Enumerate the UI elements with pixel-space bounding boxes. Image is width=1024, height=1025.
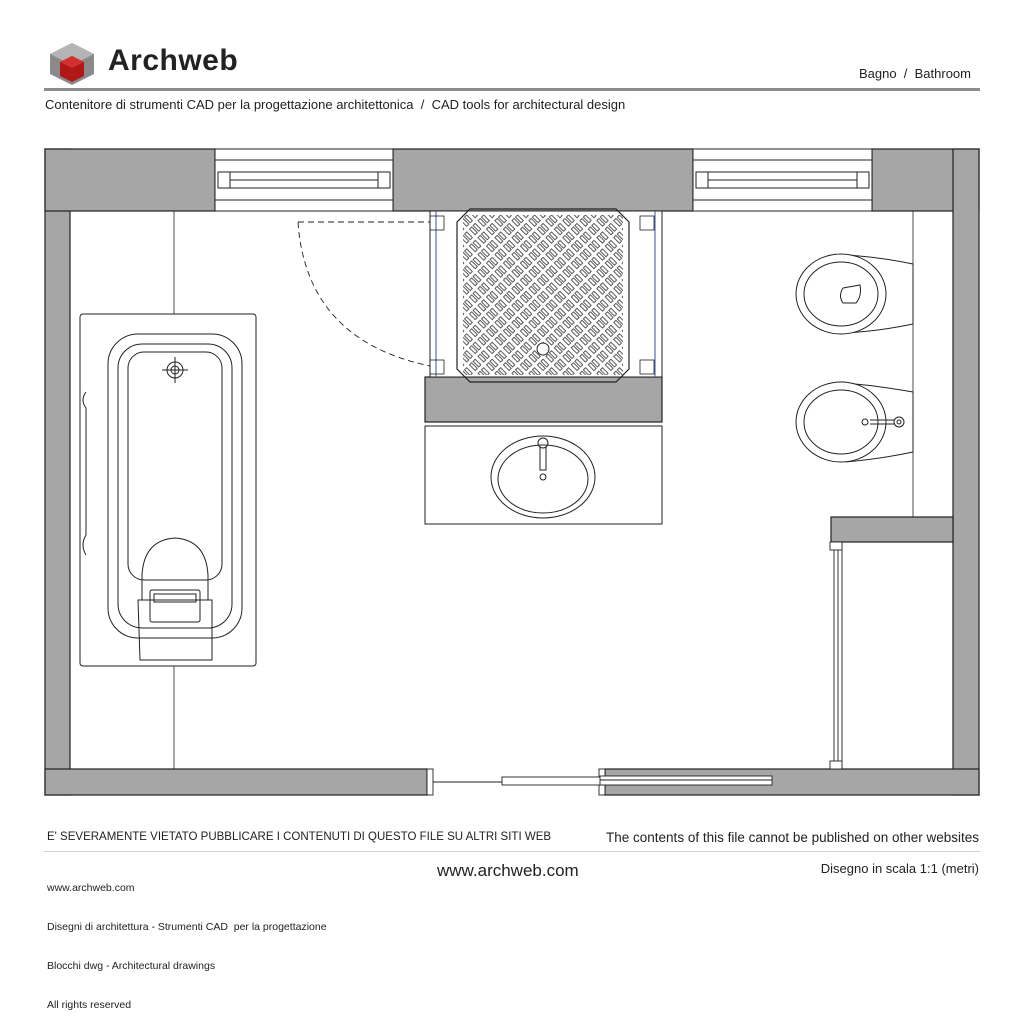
copyright-warning-italian: E' SEVERAMENTE VIETATO PUBBLICARE I CONTENUTI DI QUESTO FILE SU ALTRI SITI WEB bbox=[47, 831, 552, 843]
footer-line: Disegni di architettura - Strumenti CAD per la progettazione bbox=[47, 921, 327, 933]
brand-name: Archweb bbox=[108, 44, 239, 77]
door-swing-icon bbox=[298, 222, 430, 366]
wall-top-middle bbox=[393, 149, 693, 211]
wall-partition bbox=[831, 517, 953, 542]
glass-partition bbox=[830, 542, 842, 769]
footer-line: All rights reserved bbox=[47, 999, 132, 1011]
bathtub-icon bbox=[80, 314, 256, 666]
drawing-category: Bagno / Bathroom bbox=[858, 66, 971, 81]
wall-right bbox=[953, 149, 979, 795]
website-link[interactable]: www.archweb.com bbox=[437, 861, 579, 880]
wall-shower-base bbox=[425, 377, 662, 422]
tagline: Contenitore di strumenti CAD per la progettazione architettonica / CAD tools for architectural design bbox=[45, 97, 626, 112]
shower-tray-icon bbox=[430, 209, 662, 382]
wall-left bbox=[45, 149, 70, 795]
window-left bbox=[215, 149, 393, 211]
drawing-scale: Disegno in scala 1:1 (metri) bbox=[820, 861, 979, 876]
washbasin-icon bbox=[425, 426, 662, 524]
window-right bbox=[693, 149, 872, 211]
footer-line: www.archweb.com bbox=[47, 882, 135, 894]
wall-top-left bbox=[45, 149, 215, 211]
copyright-warning-english: The contents of this file cannot be published on other websites bbox=[606, 830, 979, 845]
footer-line: Blocchi dwg - Architectural drawings bbox=[47, 960, 216, 972]
bidet-icon bbox=[796, 382, 913, 462]
footer-info bbox=[47, 856, 327, 1025]
footer-divider bbox=[44, 851, 980, 852]
toilet-icon bbox=[796, 254, 913, 334]
wall-bottom-left bbox=[45, 769, 427, 795]
